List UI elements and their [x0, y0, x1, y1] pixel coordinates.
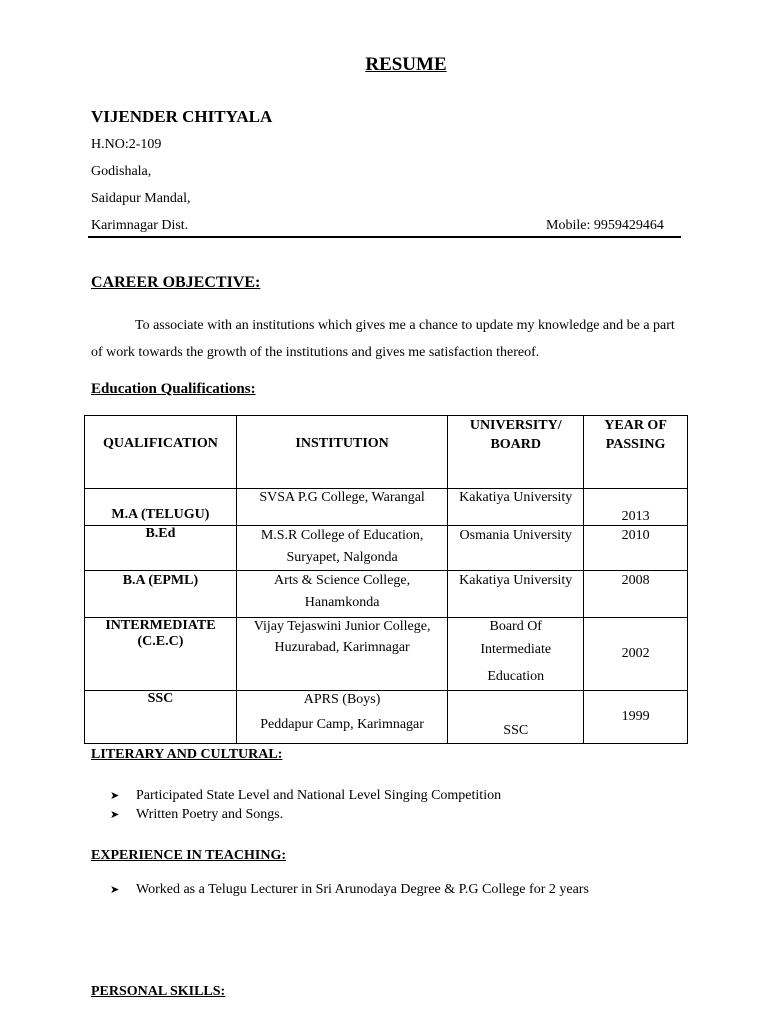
university-line: Kakatiya University: [459, 573, 573, 588]
header-divider: [88, 236, 681, 238]
table-row: [85, 618, 688, 691]
literary-heading: LITERARY AND CULTURAL:: [91, 747, 283, 762]
institution-line: Hanamkonda: [304, 595, 380, 610]
table-row: [85, 691, 688, 744]
qualification-cell: INTERMEDIATE (C.E.C): [85, 618, 237, 691]
career-objective-text: To associate with an institutions which gives me a chance to update my knowledge and be a part of work towards the growth of the institutions and gives me satisfaction thereof.: [91, 318, 675, 360]
table-row: [85, 571, 688, 618]
university-cell: SSC: [448, 691, 584, 744]
personal-skills-heading: PERSONAL SKILLS:: [91, 984, 226, 999]
table-row: [85, 526, 688, 571]
education-heading: Education Qualifications:: [91, 381, 256, 397]
university-line: Intermediate: [480, 642, 552, 657]
university-line: Board Of: [489, 619, 542, 634]
candidate-name: VIJENDER CHITYALA: [91, 107, 273, 126]
address-line-3: Saidapur Mandal,: [91, 191, 191, 206]
table-header-row: [85, 416, 688, 489]
qualification-cell: B.Ed: [85, 526, 237, 571]
institution-line: M.S.R College of Education,: [260, 528, 424, 543]
address-line-4: Karimnagar Dist.: [91, 218, 189, 233]
university-cell: [448, 571, 584, 618]
arrow-bullet-icon: ➤: [110, 789, 120, 802]
career-objective-heading: CAREER OBJECTIVE:: [91, 274, 261, 291]
year-cell: 2010: [584, 526, 688, 571]
column-header-institution: INSTITUTION: [236, 416, 447, 489]
list-item: [110, 786, 501, 805]
university-line: Education: [487, 669, 545, 684]
institution-line: APRS (Boys): [303, 692, 381, 707]
institution-line: Huzurabad, Karimnagar: [274, 640, 410, 655]
mobile-number: Mobile: 9959429464: [546, 218, 664, 233]
experience-list: [110, 880, 589, 899]
qualification-cell: M.A (TELUGU): [85, 489, 237, 526]
institution-cell: [236, 526, 447, 571]
year-cell: 2013: [584, 489, 688, 526]
qualification-cell: SSC: [85, 691, 237, 744]
year-cell: 1999: [584, 691, 688, 744]
institution-cell: [236, 691, 447, 744]
literary-list: [110, 786, 501, 824]
address-line-2: Godishala,: [91, 164, 152, 179]
university-cell: [448, 489, 584, 526]
year-cell: 2002: [584, 618, 688, 691]
arrow-bullet-icon: ➤: [110, 883, 120, 896]
resume-title: RESUME: [365, 54, 447, 75]
qualification-cell: B.A (EPML): [85, 571, 237, 618]
experience-heading: EXPERIENCE IN TEACHING:: [91, 848, 286, 863]
university-cell: [448, 526, 584, 571]
arrow-bullet-icon: ➤: [110, 808, 120, 821]
address-line-1: H.NO:2-109: [91, 137, 162, 152]
institution-cell: [236, 489, 447, 526]
list-item: [110, 805, 501, 824]
institution-line: Suryapet, Nalgonda: [286, 550, 398, 565]
institution-line: Peddapur Camp, Karimnagar: [260, 717, 424, 732]
institution-line: Vijay Tejaswini Junior College,: [253, 619, 431, 634]
institution-line: Arts & Science College,: [274, 573, 411, 588]
table-row: [85, 489, 688, 526]
education-table: [84, 415, 688, 744]
institution-cell: [236, 618, 447, 691]
list-item: [110, 880, 589, 899]
institution-cell: [236, 571, 447, 618]
list-item-text: Written Poetry and Songs.: [136, 807, 284, 822]
university-cell: [448, 618, 584, 691]
list-item-text: Worked as a Telugu Lecturer in Sri Arunodaya Degree & P.G College for 2 years: [136, 882, 589, 897]
year-cell: 2008: [584, 571, 688, 618]
university-line: Osmania University: [459, 528, 572, 543]
institution-line: SVSA P.G College, Warangal: [259, 490, 425, 505]
column-header-year: YEAR OF PASSING: [584, 416, 688, 489]
column-header-university: UNIVERSITY/ BOARD: [448, 416, 584, 489]
list-item-text: Participated State Level and National Level Singing Competition: [136, 788, 502, 803]
column-header-qualification: QUALIFICATION: [85, 416, 237, 489]
university-line: Kakatiya University: [459, 490, 573, 505]
